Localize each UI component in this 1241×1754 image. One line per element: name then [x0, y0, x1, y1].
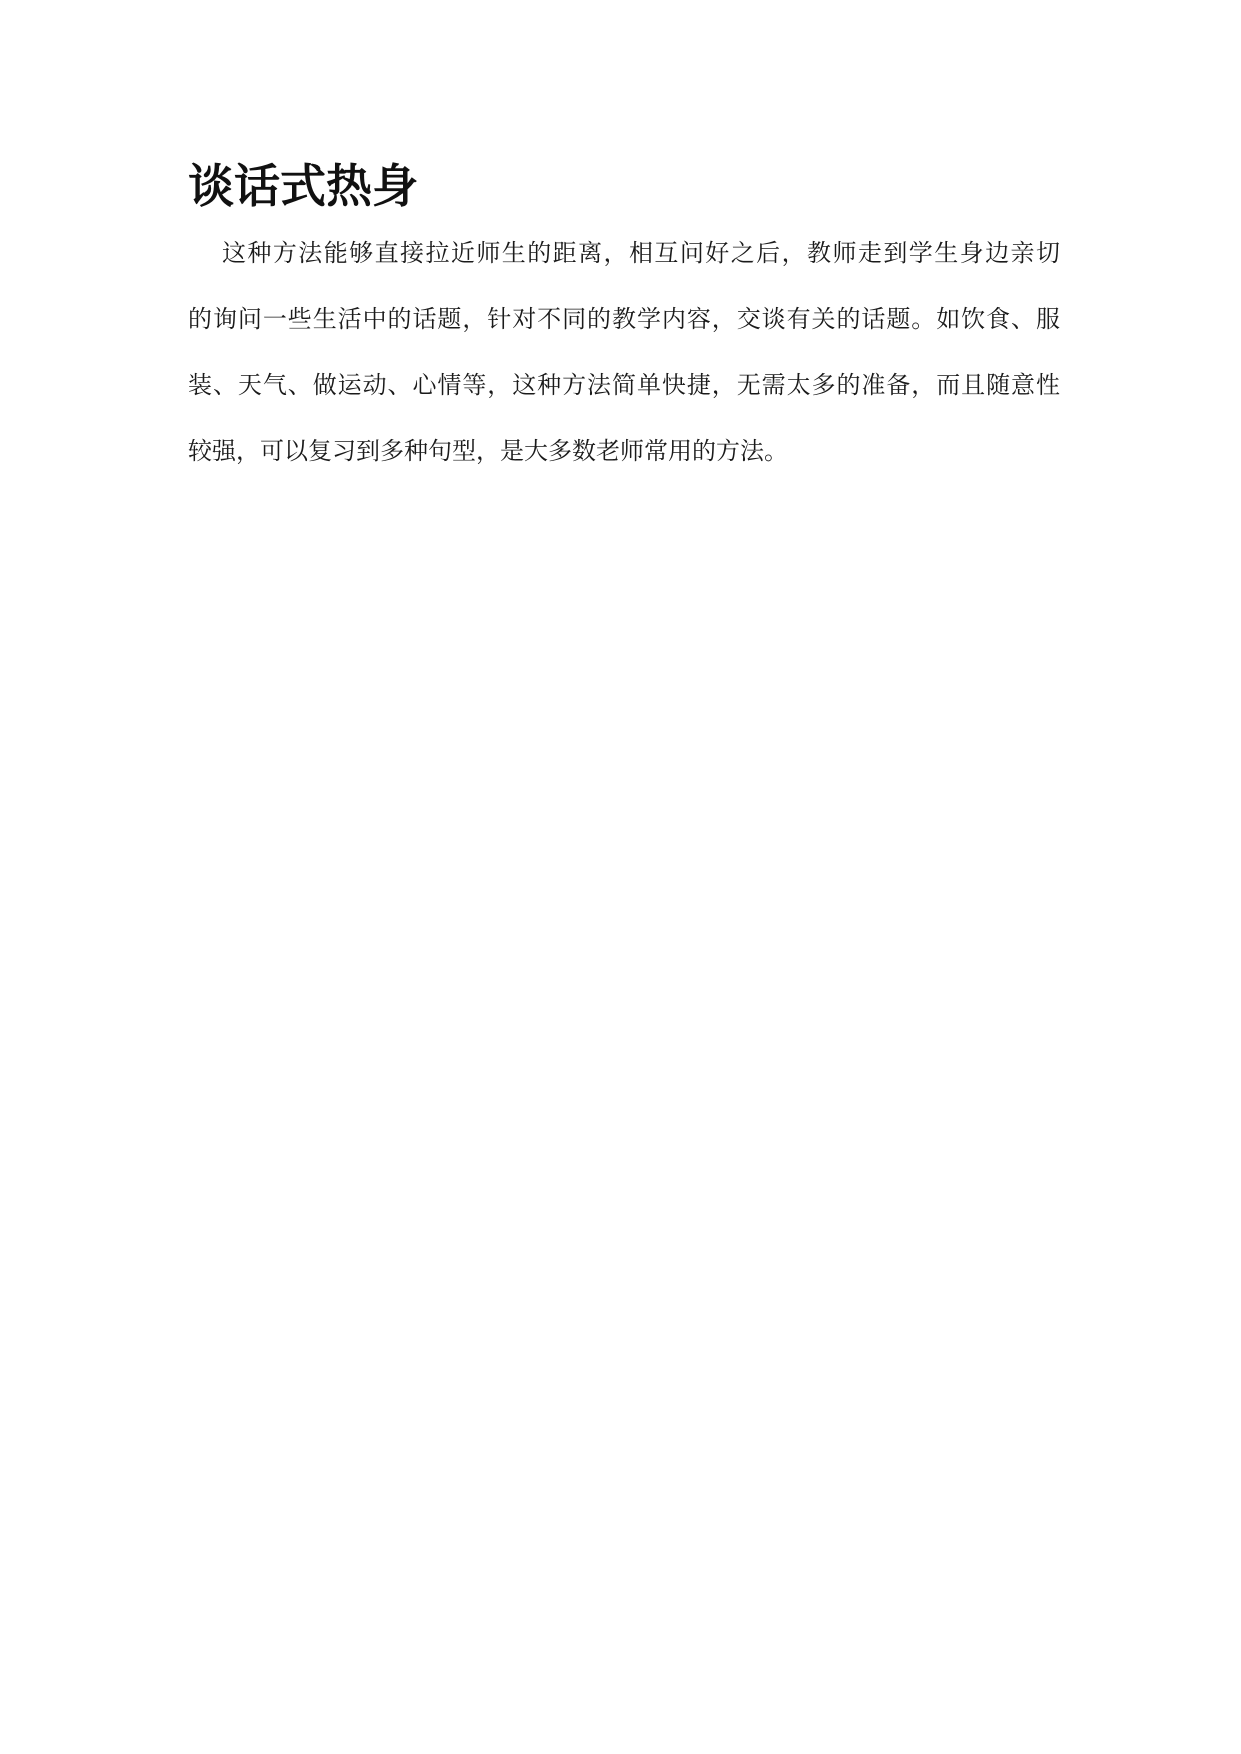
paragraph-line: 这种方法能够直接拉近师生的距离，相互问好之后，教师走到学生身边亲切: [222, 239, 1060, 267]
document-paragraph: [188, 220, 1060, 484]
paragraph-line: 装、天气、做运动、心情等，这种方法简单快捷，无需太多的准备，而且随意性: [188, 371, 1060, 399]
paragraph-line: 的询问一些生活中的话题，针对不同的教学内容，交谈有关的话题。如饮食、服: [188, 305, 1060, 333]
document-title: 谈话式热身: [188, 159, 418, 213]
paragraph-line: 较强，可以复习到多种句型，是大多数老师常用的方法。: [188, 437, 788, 465]
